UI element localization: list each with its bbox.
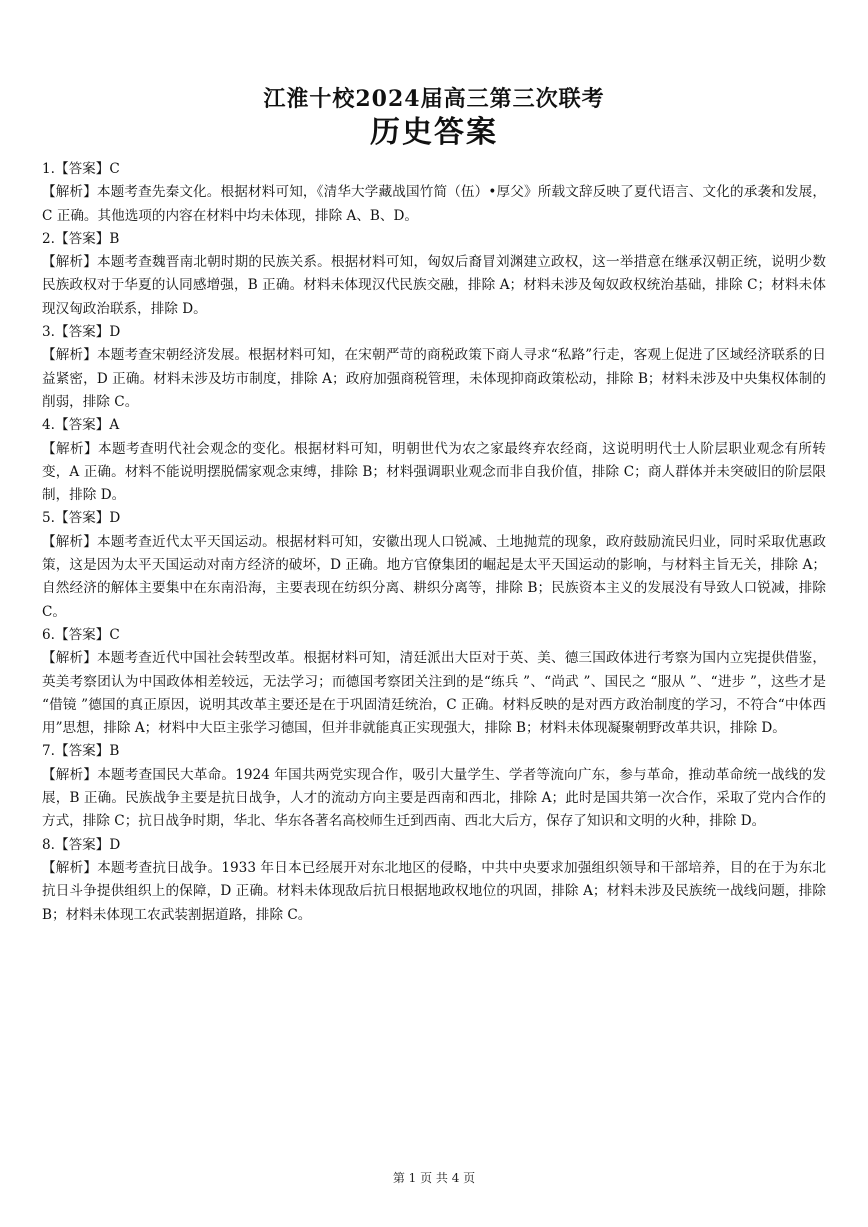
answer-analysis: 【解析】本题考查国民大革命。1924 年国共两党实现合作，吸引大量学生、学者等流向广东，参与革命，推动革命统一战线的发展，B 正确。民族战争主要是抗日战争，人才的流动方向主要是西南和西北，排除 A；此时是国共第一次合作，采取了党内合作的方式，排除 C；抗日战争时期，华北、华东各著名高校师生迁到西南、西北大后方，保存了知识和文明的火种，排除 D。: [42, 766, 826, 830]
document-subtitle: 历史答案: [370, 115, 498, 150]
answer-item-1: [42, 158, 826, 228]
answer-analysis: 【解析】本题考查明代社会观念的变化。根据材料可知，明朝世代为农之家最终弃农经商，这说明明代士人阶层职业观念有所转变，A 正确。材料不能说明摆脱儒家观念束缚，排除 B；材料强调职业观念而非自我价值，排除 C；商人群体并未突破旧的阶层限制，排除 D。: [42, 440, 826, 504]
answer-analysis: 【解析】本题考查宋朝经济发展。根据材料可知，在宋朝严苛的商税政策下商人寻求“私路”行走，客观上促进了区域经济联系的日益紧密，D 正确。材料未涉及坊市制度，排除 A；政府加强商税管理，未体现抑商政策松动，排除 B；材料未涉及中央集权体制的削弱，排除 C。: [42, 347, 826, 410]
answer-list: [42, 158, 826, 927]
answer-key: 5.【答案】D: [42, 510, 121, 527]
answer-key: 3.【答案】D: [42, 324, 121, 341]
answer-analysis: 【解析】本题考查先秦文化。根据材料可知，《清华大学藏战国竹简（伍）•厚父》所载文辞反映了夏代语言、文化的承袭和发展，C 正确。其他选项的内容在材料中均未体现，排除 A、B、D。: [42, 184, 826, 224]
page-footer: 第 1 页 共 4 页: [392, 1171, 476, 1185]
answer-key: 6.【答案】C: [42, 626, 120, 643]
answer-item-6: [42, 624, 826, 740]
document-title: 江淮十校2024届高三第三次联考: [263, 86, 605, 112]
answer-item-2: [42, 228, 826, 321]
answer-item-7: [42, 740, 826, 833]
answer-item-4: [42, 414, 826, 507]
answer-key: 7.【答案】B: [42, 743, 120, 760]
answer-analysis: 【解析】本题考查近代太平天国运动。根据材料可知，安徽出现人口锐减、土地抛荒的现象，政府鼓励流民归业，同时采取优惠政策，这是因为太平天国运动对南方经济的破坏，D 正确。地方官僚集团的崛起是太平天国运动的影响，与材料主旨无关，排除 A；自然经济的解体主要集中在东南沿海，主要表现在纺织分离、耕织分离等，排除 B；民族资本主义的发展没有导致人口锐减，排除 C。: [42, 533, 826, 620]
answer-key: 8.【答案】D: [42, 836, 121, 853]
answer-key: 1.【答案】C: [42, 161, 120, 177]
answer-analysis: 【解析】本题考查近代中国社会转型改革。根据材料可知，清廷派出大臣对于英、美、德三国政体进行考察为国内立宪提供借鉴，英美考察团认为中国政体相差较远，无法学习；而德国考察团关注到的是“练兵 ”、“尚武 ”、国民之 “服从 ”、“进步 ”，这些才是 “借镜 ”德国的真正原因，说明其改革主要还是在于巩固清廷统治，C 正确。材料反映的是对西方政治制度的学习，不符合“中体西用”思想，排除 A；材料中大臣主张学习德国，但并非就能真正实现强大，排除 B；材料未体现凝聚朝野改革共识，排除 D。: [42, 650, 826, 737]
answer-item-5: [42, 507, 826, 623]
answer-analysis: 【解析】本题考查魏晋南北朝时期的民族关系。根据材料可知，匈奴后裔冒刘渊建立政权，这一举措意在继承汉朝正统，说明少数民族政权对于华夏的认同感增强，B 正确。材料未体现汉代民族交融，排除 A；材料未涉及匈奴政权统治基础，排除 C；材料未体现汉匈政治联系，排除 D。: [42, 254, 826, 317]
answer-item-3: [42, 321, 826, 414]
answer-item-8: [42, 834, 826, 927]
answer-analysis: 【解析】本题考查抗日战争。1933 年日本已经展开对东北地区的侵略，中共中央要求加强组织领导和干部培养，目的在于为东北抗日斗争提供组织上的保障，D 正确。材料未体现敌后抗日根据地政权地位的巩固，排除 A；材料未涉及民族统一战线问题，排除 B；材料未体现工农武装割据道路，排除 C。: [42, 859, 826, 923]
answer-key: 4.【答案】A: [42, 417, 120, 434]
answer-key: 2.【答案】B: [42, 230, 120, 247]
